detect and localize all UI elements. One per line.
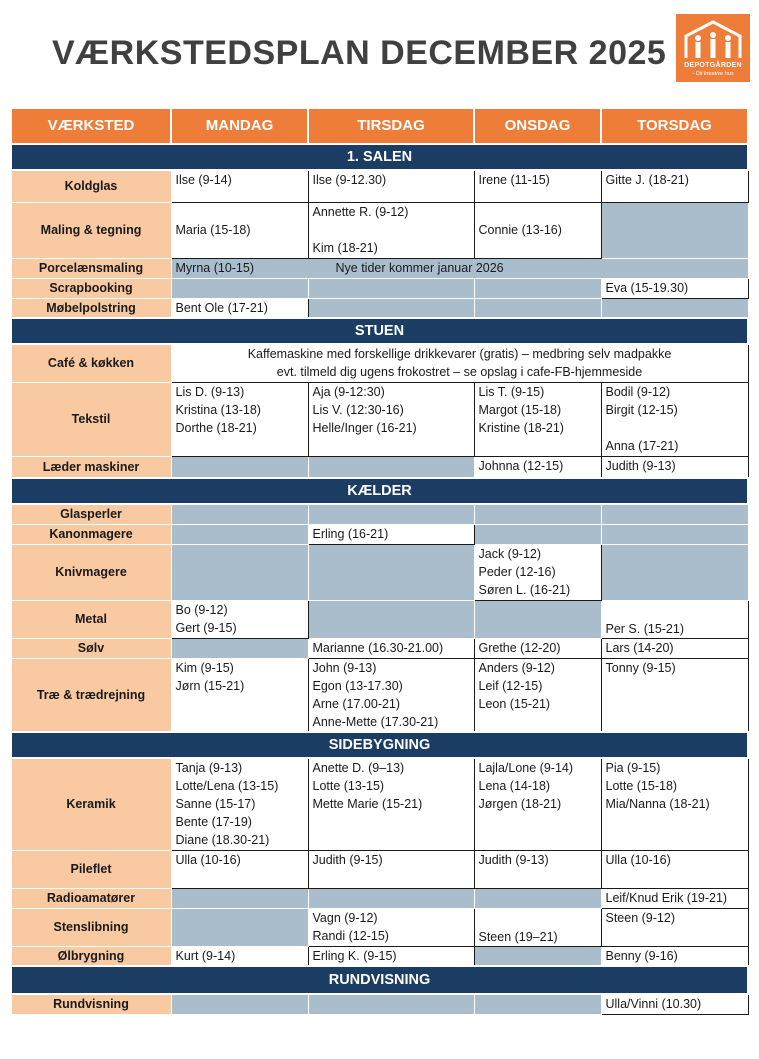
row-olbrygning [11, 946, 748, 966]
workshop-label: Glasperler [11, 504, 171, 524]
cell-trae-tirsdag: John (9-13) Egon (13-17.30) Arne (17.00-21) Anne-Mette (17.30-21) [308, 658, 474, 732]
cell-trae-onsdag: Anders (9-12) Leif (12-15) Leon (15-21) [474, 658, 601, 732]
logo-tagline: - Dit kreative hus [692, 71, 734, 77]
cell-porcelaen-span [171, 258, 748, 278]
cell-maling-torsdag [601, 202, 748, 258]
cell-knivmagere-onsdag: Jack (9-12) Peder (12-16) Søren L. (16-21) [474, 544, 601, 600]
cell-maling-mandag: Maria (15-18) [171, 202, 308, 258]
row-scrapbooking [11, 278, 748, 298]
row-metal [11, 600, 748, 638]
logo-name: DEPOTGÅRDEN [684, 62, 742, 69]
cell-radio-tirsdag [308, 888, 474, 908]
cell-knivmagere-torsdag [601, 544, 748, 600]
house-logo-icon [682, 18, 744, 60]
cell-stenslibning-onsdag: Steen (19–21) [474, 908, 601, 946]
workshop-label: Pileflet [11, 850, 171, 888]
cell-solv-mandag [171, 638, 308, 658]
cell-rundvisning-mandag [171, 994, 308, 1014]
cell-tekstil-mandag: Lis D. (9-13) Kristina (13-18) Dorthe (18-21) [171, 382, 308, 456]
row-keramik [11, 758, 748, 850]
cell-mobelpolstring-torsdag [601, 298, 748, 318]
workshop-label: Radioamatører [11, 888, 171, 908]
cell-mobelpolstring-mandag: Bent Ole (17-21) [171, 298, 308, 318]
section-rundvisning: RUNDVISNING [11, 966, 748, 994]
header-mandag: MANDAG [171, 108, 308, 144]
cell-scrapbooking-mandag [171, 278, 308, 298]
cell-stenslibning-mandag [171, 908, 308, 946]
workshop-label: Læder maskiner [11, 456, 171, 478]
cell-kanonmagere-onsdag [474, 524, 601, 544]
row-cafe [11, 344, 748, 382]
row-tekstil [11, 382, 748, 456]
workshop-label: Café & køkken [11, 344, 171, 382]
cell-laeder-mandag [171, 456, 308, 478]
cell-kanonmagere-tirsdag: Erling (16-21) [308, 524, 474, 544]
cell-tekstil-onsdag: Lis T. (9-15) Margot (15-18) Kristine (18-21) [474, 382, 601, 456]
cell-pileflet-mandag: Ulla (10-16) [171, 850, 308, 888]
cell-scrapbooking-torsdag: Eva (15-19.30) [601, 278, 748, 298]
cell-scrapbooking-tirsdag [308, 278, 474, 298]
cell-keramik-torsdag: Pia (9-15) Lotte (15-18) Mia/Nanna (18-21) [601, 758, 748, 850]
cell-laeder-torsdag: Judith (9-13) [601, 456, 748, 478]
row-kanonmagere [11, 524, 748, 544]
cell-metal-mandag: Bo (9-12) Gert (9-15) [171, 600, 308, 638]
workshop-label: Træ & trædrejning [11, 658, 171, 732]
cell-solv-tirsdag: Marianne (16.30-21.00) [308, 638, 474, 658]
section-sidebygning: SIDEBYGNING [11, 732, 748, 758]
cell-maling-onsdag: Connie (13-16) [474, 202, 601, 258]
section-salen: 1. SALEN [11, 144, 748, 170]
cell-solv-onsdag: Grethe (12-20) [474, 638, 601, 658]
cell-koldglas-onsdag: Irene (11-15) [474, 170, 601, 202]
header-vaerksted: VÆRKSTED [11, 108, 171, 144]
header-onsdag: ONSDAG [474, 108, 601, 144]
workshop-label: Knivmagere [11, 544, 171, 600]
header-torsdag: TORSDAG [601, 108, 748, 144]
row-porcelaen [11, 258, 748, 278]
cell-stenslibning-tirsdag: Vagn (9-12) Randi (12-15) [308, 908, 474, 946]
porcelaen-note: Nye tider kommer januar 2026 [335, 260, 504, 275]
cell-trae-torsdag: Tonny (9-15) [601, 658, 748, 732]
workshop-label: Porcelænsmaling [11, 258, 171, 278]
row-rundvisning [11, 994, 748, 1014]
cell-olbrygning-tirsdag: Erling K. (9-15) [308, 946, 474, 966]
cell-radio-onsdag [474, 888, 601, 908]
cell-pileflet-tirsdag: Judith (9-15) [308, 850, 474, 888]
cell-koldglas-mandag: Ilse (9-14) [171, 170, 308, 202]
workshop-label: Tekstil [11, 382, 171, 456]
cell-pileflet-torsdag: Ulla (10-16) [601, 850, 748, 888]
header-tirsdag: TIRSDAG [308, 108, 474, 144]
cell-koldglas-tirsdag: Ilse (9-12.30) [308, 170, 474, 202]
cell-rundvisning-torsdag: Ulla/Vinni (10.30) [601, 994, 748, 1014]
cell-glasperler-onsdag [474, 504, 601, 524]
cell-keramik-onsdag: Lajla/Lone (9-14) Lena (14-18) Jørgen (18-21) [474, 758, 601, 850]
cell-radio-torsdag: Leif/Knud Erik (19-21) [601, 888, 748, 908]
workshop-label: Stenslibning [11, 908, 171, 946]
workshop-label: Metal [11, 600, 171, 638]
cell-keramik-tirsdag: Anette D. (9–13) Lotte (13-15) Mette Marie (15-21) [308, 758, 474, 850]
workshop-label: Kanonmagere [11, 524, 171, 544]
cell-laeder-tirsdag [308, 456, 474, 478]
row-pileflet [11, 850, 748, 888]
page-title: VÆRKSTEDSPLAN DECEMBER 2025 [52, 34, 667, 72]
workshop-label: Ølbrygning [11, 946, 171, 966]
cell-metal-onsdag [474, 600, 601, 638]
cell-knivmagere-tirsdag [308, 544, 474, 600]
cell-pileflet-onsdag: Judith (9-13) [474, 850, 601, 888]
cell-glasperler-tirsdag [308, 504, 474, 524]
workshop-label: Sølv [11, 638, 171, 658]
cell-cafe-note: Kaffemaskine med forskellige drikkevarer (gratis) – medbring selv madpakke evt. tilmeld dig ugens frokostret – se opslag i cafe-FB-hjemmeside [171, 344, 748, 382]
cell-mobelpolstring-onsdag [474, 298, 601, 318]
cell-rundvisning-onsdag [474, 994, 601, 1014]
cell-scrapbooking-onsdag [474, 278, 601, 298]
cell-keramik-mandag: Tanja (9-13) Lotte/Lena (13-15) Sanne (15-17) Bente (17-19) Diane (18.30-21) [171, 758, 308, 850]
cell-mobelpolstring-tirsdag [308, 298, 474, 318]
cell-glasperler-torsdag [601, 504, 748, 524]
cell-laeder-onsdag: Johnna (12-15) [474, 456, 601, 478]
section-stuen: STUEN [11, 318, 748, 344]
row-stenslibning [11, 908, 748, 946]
cell-metal-tirsdag [308, 600, 474, 638]
section-kaelder: KÆLDER [11, 478, 748, 504]
cell-tekstil-torsdag: Bodil (9-12) Birgit (12-15) Anna (17-21) [601, 382, 748, 456]
cell-glasperler-mandag [171, 504, 308, 524]
cell-metal-torsdag: Per S. (15-21) [601, 600, 748, 638]
workshop-label: Rundvisning [11, 994, 171, 1014]
logo [676, 14, 750, 82]
schedule-table [10, 107, 749, 1015]
cell-maling-tirsdag: Annette R. (9-12) Kim (18-21) [308, 202, 474, 258]
cell-kanonmagere-torsdag [601, 524, 748, 544]
row-koldglas [11, 170, 748, 202]
cell-stenslibning-torsdag: Steen (9-12) [601, 908, 748, 946]
porcelaen-mandag: Myrna (10-15) [175, 260, 254, 275]
cell-olbrygning-onsdag [474, 946, 601, 966]
cell-solv-torsdag: Lars (14-20) [601, 638, 748, 658]
workshop-label: Scrapbooking [11, 278, 171, 298]
cell-rundvisning-tirsdag [308, 994, 474, 1014]
row-mobelpolstring [11, 298, 748, 318]
row-maling [11, 202, 748, 258]
cell-radio-mandag [171, 888, 308, 908]
row-solv [11, 638, 748, 658]
row-glasperler [11, 504, 748, 524]
cell-knivmagere-mandag [171, 544, 308, 600]
cell-kanonmagere-mandag [171, 524, 308, 544]
header-row [11, 108, 748, 144]
row-radio [11, 888, 748, 908]
cell-olbrygning-mandag: Kurt (9-14) [171, 946, 308, 966]
row-knivmagere [11, 544, 748, 600]
cell-olbrygning-torsdag: Benny (9-16) [601, 946, 748, 966]
workshop-label: Koldglas [11, 170, 171, 202]
row-laeder [11, 456, 748, 478]
cell-tekstil-tirsdag: Aja (9-12:30) Lis V. (12:30-16) Helle/Inger (16-21) [308, 382, 474, 456]
workshop-label: Keramik [11, 758, 171, 850]
cell-trae-mandag: Kim (9-15) Jørn (15-21) [171, 658, 308, 732]
workshop-label: Maling & tegning [11, 202, 171, 258]
cell-koldglas-torsdag: Gitte J. (18-21) [601, 170, 748, 202]
row-trae [11, 658, 748, 732]
workshop-label: Møbelpolstring [11, 298, 171, 318]
